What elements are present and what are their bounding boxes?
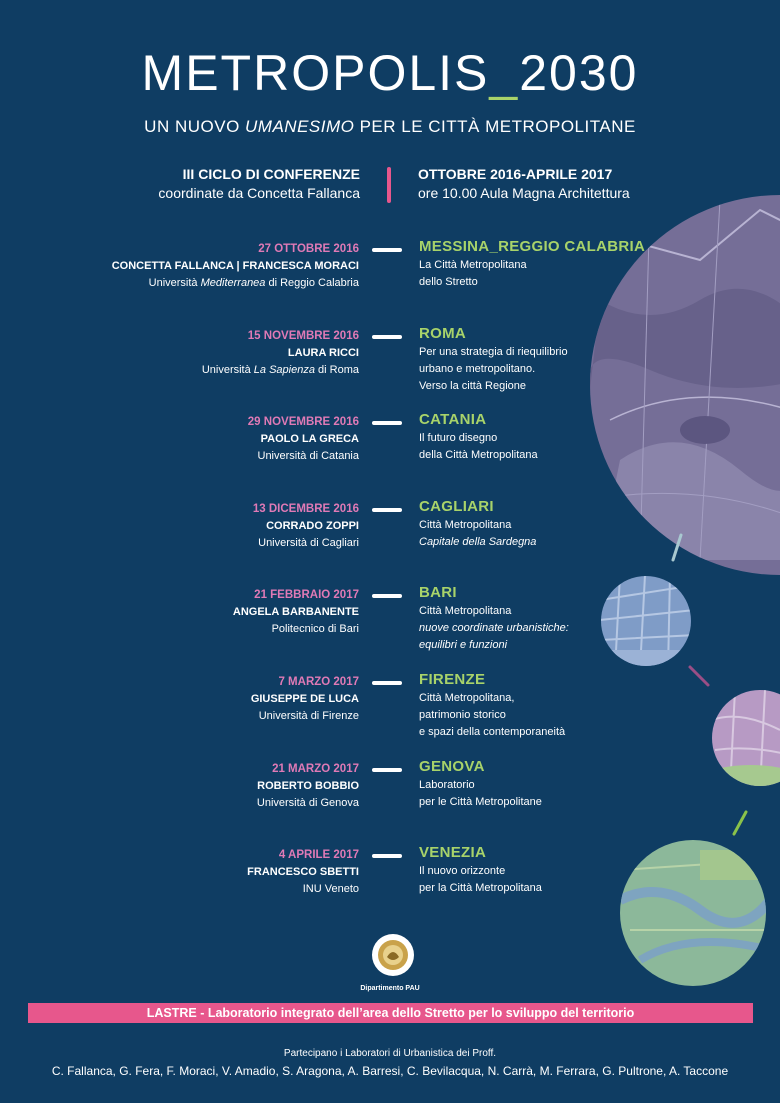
event-affiliation [251,708,359,725]
department-label: Dipartimento PAU [360,985,420,992]
event-date: 4 APRILE 2017 [278,849,359,861]
event-description-line: nuove coordinate urbanistiche: [419,622,569,634]
event-description-line: Per una strategia di riequilibrio [419,346,568,358]
map-circle-venezia [620,840,770,990]
affiliation-pre: Università di Catania [257,450,359,462]
event-description-line: Verso la città Regione [419,380,527,392]
event-speaker-block [248,414,359,465]
event-speaker-block [233,587,359,638]
subtitle-pre: UN NUOVO [144,117,246,136]
map-circle-bari [600,575,695,670]
event-topic-block [419,410,538,464]
event-speaker-block [112,241,359,292]
event-affiliation [233,621,359,638]
event-topic-block [419,237,645,291]
event-city: GENOVA [419,758,485,775]
cycle-title: III CICLO DI CONFERENZE [182,166,360,182]
event-topic-block [419,583,569,654]
event-description-line: urbano e metropolitano. [419,363,536,375]
event-speaker-block [247,847,359,898]
event-description-line: La Città Metropolitana [419,259,527,271]
event-date: 15 NOVEMBRE 2016 [247,330,359,342]
event-date: 21 FEBBRAIO 2017 [254,589,359,601]
event-description-line: e spazi della contemporaneità [419,726,566,738]
event-connector-dash [372,681,402,685]
affiliation-pre: Università [201,364,254,376]
event-date: 29 NOVEMBRE 2016 [247,416,359,428]
event-topic-block [419,843,542,897]
schedule-info [418,165,630,203]
event-affiliation [248,448,359,465]
page-subtitle [0,117,780,137]
event-affiliation [253,535,359,552]
connector-2 [690,667,708,685]
event-connector-dash [372,248,402,252]
schedule-venue: ore 10.00 Aula Magna Architettura [418,185,630,201]
affiliation-pre: Politecnico di Bari [271,623,359,635]
event-speaker-block [251,674,359,725]
labs-intro: Partecipano i Laboratori di Urbanistica dei Proff. [283,1048,497,1059]
event-speaker: LAURA RICCI [287,347,359,359]
event-description-line: dello Stretto [419,276,478,288]
event-speaker-block [257,761,359,812]
affiliation-pre: INU Veneto [302,883,359,895]
affiliation-em: La Sapienza [253,364,315,376]
event-connector-dash [372,335,402,339]
event-description-line: Città Metropolitana, [419,692,515,704]
event-affiliation [202,362,359,379]
event-date: 13 DICEMBRE 2016 [252,503,359,515]
affiliation-post: di Reggio Calabria [265,277,359,289]
event-speaker: CONCETTA FALLANCA | FRANCESCA MORACI [111,260,359,272]
event-description-line: Il futuro disegno [419,432,498,444]
event-speaker: PAOLO LA GRECA [260,433,359,445]
event-description-line: patrimonio storico [419,709,506,721]
event-city: ROMA [419,325,467,342]
subtitle-emphasis: UMANESIMO [245,117,355,136]
labs-professors: C. Fallanca, G. Fera, F. Moraci, V. Amadio, S. Aragona, A. Barresi, C. Bevilacqua, N. Carrà, M. Ferrara, G. Pultrone, A. Taccone [51,1064,729,1078]
event-description-line: Capitale della Sardegna [419,536,537,548]
event-city: MESSINA_REGGIO CALABRIA [419,238,646,255]
cycle-coordinator: coordinate da Concetta Fallanca [158,185,360,201]
schedule-period: OTTOBRE 2016-APRILE 2017 [418,166,613,182]
lastre-banner [28,1003,753,1023]
page-title [0,44,780,102]
affiliation-pre: Università di Firenze [258,710,359,722]
event-city: CATANIA [419,411,487,428]
event-connector-dash [372,508,402,512]
event-date: 7 MARZO 2017 [278,676,359,688]
affiliation-pre: Università di Genova [256,797,359,809]
event-city: VENEZIA [419,844,487,861]
event-description-line: Città Metropolitana [419,519,512,531]
event-speaker: GIUSEPPE DE LUCA [250,693,359,705]
event-affiliation [257,795,359,812]
banner-title: LASTRE [146,1006,197,1020]
event-topic-block [419,757,542,811]
banner-description: - Laboratorio integrato dell’area dello Stretto per lo sviluppo del territorio [196,1006,635,1020]
event-topic-block [419,497,536,551]
title-underscore: _ [489,45,520,101]
event-description-line: per le Città Metropolitane [419,796,542,808]
affiliation-pre: Università [148,277,201,289]
title-part1: METROPOLIS [141,45,490,101]
event-city: BARI [419,584,457,601]
event-speaker-block [202,328,359,379]
event-speaker: ANGELA BARBANENTE [232,606,359,618]
event-topic-block [419,670,565,741]
info-divider [387,167,391,203]
event-date: 21 MARZO 2017 [272,763,359,775]
event-connector-dash [372,854,402,858]
event-speaker: FRANCESCO SBETTI [247,866,359,878]
event-city: FIRENZE [419,671,486,688]
event-speaker-block [253,501,359,552]
title-part2: 2030 [519,45,639,101]
cycle-info [158,165,360,203]
event-city: CAGLIARI [419,498,494,515]
event-affiliation [112,275,359,292]
subtitle-post: PER LE CITTÀ METROPOLITANE [354,117,636,136]
event-speaker: CORRADO ZOPPI [266,520,359,532]
event-speaker: ROBERTO BOBBIO [257,780,359,792]
event-description-line: equilibri e funzioni [419,639,508,651]
affiliation-pre: Università di Cagliari [258,537,359,549]
event-date: 27 OTTOBRE 2016 [258,243,359,255]
event-description-line: della Città Metropolitana [419,449,538,461]
affiliation-em: Mediterranea [200,277,266,289]
event-description-line: per la Città Metropolitana [419,882,542,894]
event-affiliation [247,881,359,898]
event-description-line: Laboratorio [419,779,475,791]
university-seal-logo [371,933,415,977]
connector-3 [734,812,746,834]
event-topic-block [419,324,568,395]
event-connector-dash [372,594,402,598]
affiliation-post: di Roma [314,364,359,376]
event-connector-dash [372,421,402,425]
event-connector-dash [372,768,402,772]
event-description-line: Città Metropolitana [419,605,512,617]
event-description-line: Il nuovo orizzonte [419,865,506,877]
map-circle-firenze [710,688,780,790]
